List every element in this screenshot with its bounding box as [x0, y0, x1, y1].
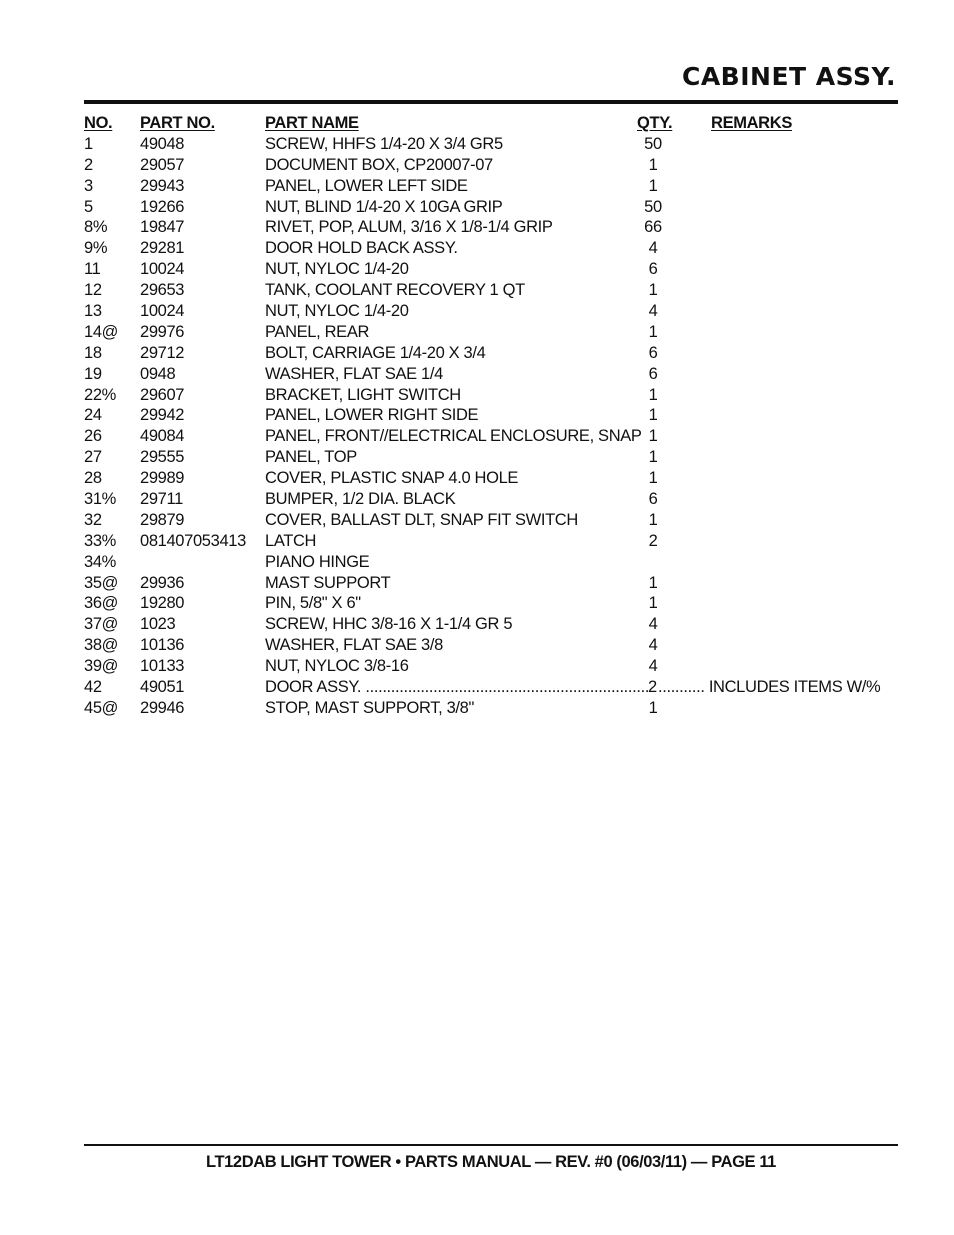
cell-no: 1: [84, 134, 93, 153]
table-row: [84, 238, 898, 259]
cell-part-no: 49084: [140, 427, 185, 446]
cell-no: 13: [84, 302, 102, 321]
table-row: [84, 447, 898, 468]
cell-qty: 1: [648, 322, 658, 341]
cell-no: 12: [84, 281, 102, 300]
table-row: [84, 343, 898, 364]
cell-qty: 1: [648, 469, 658, 488]
cell-no: 3: [84, 176, 93, 195]
cell-part-no: 1023: [140, 615, 176, 634]
cell-qty: 4: [648, 615, 658, 634]
cell-part-no: 29555: [140, 448, 185, 467]
table-row: [84, 217, 898, 238]
cell-qty: 50: [644, 197, 662, 216]
cell-qty: 4: [648, 657, 658, 676]
cell-part-name: WASHER, FLAT SAE 1/4: [265, 364, 443, 383]
cell-qty: 1: [648, 406, 658, 425]
table-row: [84, 698, 898, 719]
cell-part-no: 29281: [140, 239, 185, 258]
cell-no: 31%: [84, 490, 116, 509]
header-qty: QTY.: [637, 114, 673, 132]
parts-table: [84, 113, 898, 719]
table-row: [84, 280, 898, 301]
cell-part-no: 49048: [140, 134, 185, 153]
cell-part-no: 10136: [140, 636, 185, 655]
cell-qty: 1: [648, 510, 658, 529]
table-row: [84, 176, 898, 197]
cell-no: 36@: [84, 594, 119, 613]
table-row: [84, 635, 898, 656]
cell-no: 5: [84, 197, 93, 216]
cell-qty: 6: [648, 260, 658, 279]
cell-part-name: COVER, BALLAST DLT, SNAP FIT SWITCH: [265, 510, 578, 529]
cell-part-name: STOP, MAST SUPPORT, 3/8": [265, 698, 474, 717]
table-row: [84, 552, 898, 573]
cell-no: 2: [84, 155, 93, 174]
table-body: [84, 134, 898, 719]
cell-part-no: 29936: [140, 573, 185, 592]
cell-part-no: 0948: [140, 364, 176, 383]
cell-part-no: 29879: [140, 510, 185, 529]
table-row: [84, 614, 898, 635]
cell-no: 19: [84, 364, 102, 383]
cell-no: 26: [84, 427, 102, 446]
cell-part-name: DOOR ASSY. .....: [265, 677, 649, 698]
header-part-no: PART NO.: [140, 114, 215, 132]
cell-qty: 4: [648, 302, 658, 321]
table-row: [84, 405, 898, 426]
cell-no: 37@: [84, 615, 119, 634]
cell-no: 27: [84, 448, 102, 467]
cell-part-name: BOLT, CARRIAGE 1/4-20 X 3/4: [265, 343, 486, 362]
cell-qty: 1: [648, 594, 658, 613]
cell-qty: 6: [648, 364, 658, 383]
cell-part-name: SCREW, HHFS 1/4-20 X 3/4 GR5: [265, 134, 503, 153]
cell-part-name: LATCH: [265, 531, 317, 550]
cell-part-name: BRACKET, LIGHT SWITCH: [265, 385, 461, 404]
cell-no: 18: [84, 343, 102, 362]
cell-no: 28: [84, 469, 102, 488]
cell-part-name: PANEL, REAR: [265, 322, 370, 341]
cell-part-no: 29057: [140, 155, 185, 174]
cell-part-no: 19280: [140, 594, 185, 613]
cell-part-no: 29711: [140, 490, 183, 509]
cell-no: 32: [84, 510, 102, 529]
cell-part-name: PIANO HINGE: [265, 552, 370, 571]
cell-qty: 1: [648, 155, 658, 174]
table-row: [84, 531, 898, 552]
page-footer: LT12DAB LIGHT TOWER • PARTS MANUAL — REV. #0 (06/03/11) — PAGE 11: [206, 1153, 776, 1171]
cell-no: 33%: [84, 531, 116, 550]
cell-part-no: 19847: [140, 218, 185, 237]
cell-qty: 1: [648, 698, 658, 717]
table-row: [84, 259, 898, 280]
table-row: [84, 385, 898, 406]
cell-remarks: ..... INCLUDES ITEMS W/%: [658, 677, 880, 698]
page-title: CABINET ASSY.: [681, 62, 896, 91]
table-row: [84, 677, 898, 698]
cell-qty: 66: [644, 218, 662, 237]
cell-part-no: 49051: [140, 678, 185, 697]
cell-part-name: RIVET, POP, ALUM, 3/16 X 1/8-1/4 GRIP: [265, 218, 553, 237]
header-remarks: REMARKS: [711, 114, 792, 132]
table-row: [84, 510, 898, 531]
cell-part-no: 29942: [140, 406, 185, 425]
cell-no: 39@: [84, 657, 119, 676]
cell-part-name: SCREW, HHC 3/8-16 X 1-1/4 GR 5: [265, 615, 513, 634]
cell-part-no: 29653: [140, 281, 185, 300]
table-row: [84, 468, 898, 489]
cell-part-name: WASHER, FLAT SAE 3/8: [265, 636, 443, 655]
title-rule: [84, 100, 898, 104]
table-row: [84, 301, 898, 322]
cell-qty: 2: [648, 531, 658, 550]
cell-qty: 1: [648, 176, 658, 195]
cell-part-name: PANEL, TOP: [265, 448, 357, 467]
table-row: [84, 155, 898, 176]
cell-no: 8%: [84, 218, 108, 237]
cell-no: 38@: [84, 636, 119, 655]
table-row: [84, 364, 898, 385]
table-row: [84, 134, 898, 155]
cell-part-no: 10024: [140, 260, 185, 279]
cell-qty: 50: [644, 134, 662, 153]
cell-qty: 1: [648, 427, 658, 446]
table-header-row: [84, 113, 898, 134]
table-row: [84, 322, 898, 343]
cell-no: 11: [84, 260, 101, 279]
table-row: [84, 426, 898, 447]
cell-no: 14@: [84, 322, 119, 341]
cell-qty: 1: [648, 448, 658, 467]
cell-part-name: NUT, NYLOC 1/4-20: [265, 302, 409, 321]
header-part-name: PART NAME: [265, 114, 359, 132]
cell-no: 24: [84, 406, 102, 425]
cell-part-no: 29712: [140, 343, 185, 362]
cell-part-name: PIN, 5/8" X 6": [265, 594, 361, 613]
footer-rule: [84, 1144, 898, 1146]
cell-no: 22%: [84, 385, 116, 404]
table-row: [84, 573, 898, 594]
cell-no: 34%: [84, 552, 116, 571]
cell-qty: 6: [648, 343, 658, 362]
cell-qty: 2: [648, 678, 657, 697]
cell-qty: 4: [648, 239, 658, 258]
cell-qty: 4: [648, 636, 658, 655]
cell-part-no: 19266: [140, 197, 185, 216]
cell-no: 35@: [84, 573, 119, 592]
cell-part-name: NUT, NYLOC 1/4-20: [265, 260, 409, 279]
cell-part-name: COVER, PLASTIC SNAP 4.0 HOLE: [265, 469, 519, 488]
cell-qty: 1: [648, 385, 658, 404]
cell-part-name: BUMPER, 1/2 DIA. BLACK: [265, 490, 456, 509]
cell-qty: 6: [648, 490, 658, 509]
cell-qty: 1: [648, 573, 658, 592]
cell-no: 9%: [84, 239, 108, 258]
cell-no: 42: [84, 678, 102, 697]
cell-part-no: 10133: [140, 657, 185, 676]
cell-part-no: 29946: [140, 698, 185, 717]
cell-part-no: 29943: [140, 176, 185, 195]
cell-part-name: MAST SUPPORT: [265, 573, 391, 592]
cell-qty: 1: [648, 281, 658, 300]
table-row: [84, 593, 898, 614]
cell-part-name: PANEL, LOWER RIGHT SIDE: [265, 406, 479, 425]
table-row: [84, 489, 898, 510]
cell-part-no: 10024: [140, 302, 185, 321]
cell-part-name: PANEL, FRONT//ELECTRICAL ENCLOSURE, SNAP: [265, 427, 642, 446]
cell-part-no: 29976: [140, 322, 185, 341]
cell-part-no: 29989: [140, 469, 185, 488]
cell-part-name: DOCUMENT BOX, CP20007-07: [265, 155, 493, 174]
cell-part-no: 29607: [140, 385, 185, 404]
cell-part-name: DOOR HOLD BACK ASSY.: [265, 239, 458, 258]
cell-part-no: 081407053413: [140, 531, 246, 550]
cell-part-name: TANK, COOLANT RECOVERY 1 QT: [265, 281, 525, 300]
cell-part-name: NUT, BLIND 1/4-20 X 10GA GRIP: [265, 197, 503, 216]
cell-part-name: NUT, NYLOC 3/8-16: [265, 657, 409, 676]
cell-no: 45@: [84, 698, 119, 717]
cell-part-name: PANEL, LOWER LEFT SIDE: [265, 176, 468, 195]
table-row: [84, 197, 898, 218]
header-no: NO.: [84, 114, 113, 132]
table-row: [84, 656, 898, 677]
